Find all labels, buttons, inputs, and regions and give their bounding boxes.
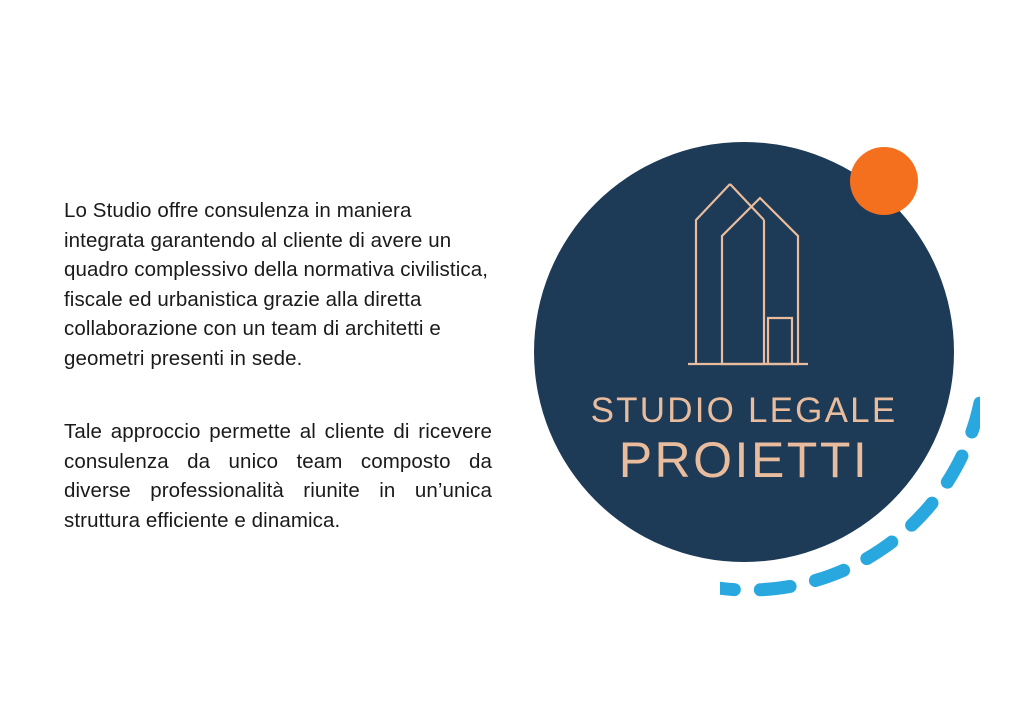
orange-circle-icon [850, 147, 918, 215]
logo-wordmark [534, 390, 954, 488]
body-text-column [64, 196, 494, 535]
paragraph-1: Lo Studio offre consulenza in maniera integrata garantendo al cliente di avere un quadro complessivo della normativa civilistica, fiscale ed urbanistica grazie alla diretta collaborazione con un team di architetti e geometri presenti in sede. [64, 199, 488, 370]
logo-block [520, 120, 1000, 620]
logo-name-line-1: STUDIO LEGALE [590, 391, 898, 430]
logo-name-line-2: PROIETTI [618, 432, 870, 488]
house-outline-icon [668, 168, 828, 388]
paragraph-2: Tale approccio permette al cliente di ricevere consulenza da unico team composto da diverse professionalità riunite in un’unica struttura efficiente e dinamica. [64, 420, 492, 532]
